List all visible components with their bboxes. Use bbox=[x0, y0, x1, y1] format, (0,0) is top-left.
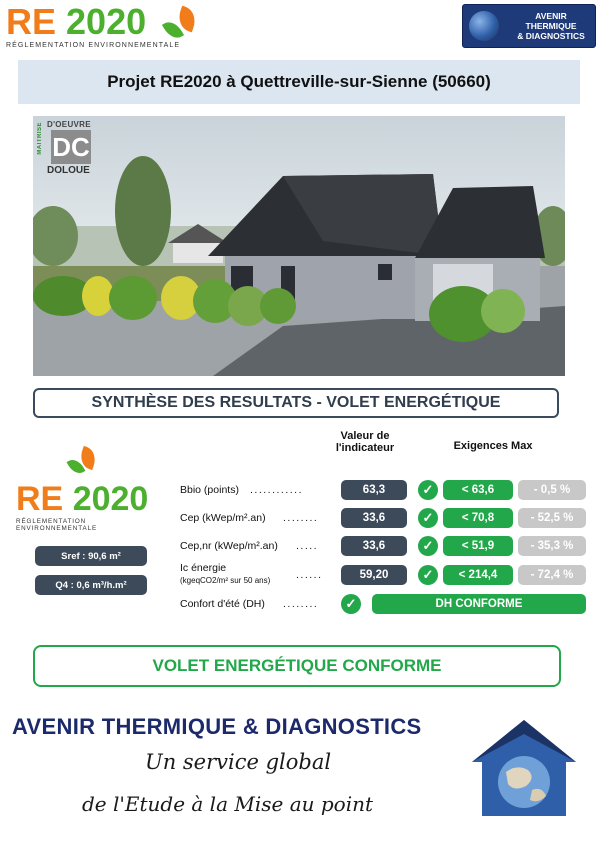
gap-value: - 72,4 % bbox=[518, 565, 586, 585]
house-globe-icon bbox=[462, 712, 586, 824]
builder-mark: DC bbox=[52, 132, 90, 162]
logo-subtitle: RÉGLEMENTATION ENVIRONNEMENTALE bbox=[6, 42, 181, 49]
builder-logo bbox=[37, 120, 97, 180]
project-title: Projet RE2020 à Quettreville-sur-Sienne (50660) bbox=[18, 60, 580, 104]
atd-badge-logo bbox=[462, 4, 596, 48]
slogan-line1: Un service global bbox=[145, 750, 332, 774]
check-icon: ✓ bbox=[418, 508, 438, 528]
side-logo-re: RE bbox=[16, 480, 64, 518]
badge-line2: THERMIQUE bbox=[525, 21, 577, 31]
requirement-value: < 63,6 bbox=[443, 480, 513, 500]
row-dots: ........ bbox=[283, 512, 319, 524]
q4-badge: Q4 : 0,6 m³/h.m² bbox=[35, 575, 147, 595]
col-requirements-header: Exigences Max bbox=[453, 440, 533, 452]
requirement-value: < 51,9 bbox=[443, 536, 513, 556]
builder-top-text: D'OEUVRE bbox=[47, 120, 91, 129]
requirement-value: < 214,4 bbox=[443, 565, 513, 585]
company-name: AVENIR THERMIQUE & DIAGNOSTICS bbox=[12, 714, 422, 739]
check-icon: ✓ bbox=[418, 536, 438, 556]
comfort-dots: ........ bbox=[283, 598, 319, 610]
row-dots: ...... bbox=[296, 569, 323, 581]
row-label: Cep (kWep/m².an) bbox=[180, 512, 266, 524]
side-logo-num: 2020 bbox=[72, 480, 149, 518]
re2020-logo bbox=[6, 1, 206, 50]
row-label: Ic énergie bbox=[180, 562, 227, 574]
indicator-value: 59,20 bbox=[341, 565, 407, 585]
builder-vertical-text: MAITRISE bbox=[37, 122, 43, 155]
house-globe-logo bbox=[462, 712, 586, 824]
check-icon: ✓ bbox=[341, 594, 361, 614]
row-sublabel: (kgeqCO2/m² sur 50 ans) bbox=[180, 576, 271, 585]
badge-line3: & DIAGNOSTICS bbox=[517, 31, 585, 41]
row-label: Cep,nr (kWep/m².an) bbox=[180, 540, 278, 552]
row-dots: ..... bbox=[296, 540, 319, 552]
section-title: SYNTHÈSE DES RESULTATS - VOLET ENERGÉTIQUE bbox=[33, 388, 559, 418]
badge-line1: AVENIR bbox=[535, 11, 567, 21]
verdict-banner: VOLET ENERGÉTIQUE CONFORME bbox=[33, 645, 561, 687]
indicator-value: 33,6 bbox=[341, 536, 407, 556]
comfort-label: Confort d'été (DH) bbox=[180, 598, 265, 610]
gap-value: - 52,5 % bbox=[518, 508, 586, 528]
row-label: Bbio (points) bbox=[180, 484, 239, 496]
comfort-status: DH CONFORME bbox=[372, 594, 586, 614]
indicator-value: 33,6 bbox=[341, 508, 407, 528]
side-logo-subtitle: RÉGLEMENTATION ENVIRONNEMENTALE bbox=[16, 518, 98, 532]
house-illustration bbox=[33, 116, 565, 376]
logo-re-text: RE bbox=[6, 1, 57, 42]
col-value-header-l2: l'indicateur bbox=[335, 442, 395, 454]
logo-num-text: 2020 bbox=[66, 1, 147, 42]
requirement-value: < 70,8 bbox=[443, 508, 513, 528]
slogan-line2: de l'Etude à la Mise au point bbox=[82, 792, 374, 816]
gap-value: - 0,5 % bbox=[518, 480, 586, 500]
check-icon: ✓ bbox=[418, 565, 438, 585]
globe-icon bbox=[469, 11, 499, 41]
indicator-value: 63,3 bbox=[341, 480, 407, 500]
re2020-side-logo bbox=[16, 446, 168, 532]
row-dots: ............ bbox=[250, 484, 304, 496]
gap-value: - 35,3 % bbox=[518, 536, 586, 556]
builder-name: DOLOUE bbox=[47, 165, 90, 176]
col-value-header-l1: Valeur de bbox=[340, 430, 390, 442]
sref-badge: Sref : 90,6 m² bbox=[35, 546, 147, 566]
check-icon: ✓ bbox=[418, 480, 438, 500]
col-value-header bbox=[325, 430, 405, 454]
house-photo bbox=[33, 116, 565, 376]
